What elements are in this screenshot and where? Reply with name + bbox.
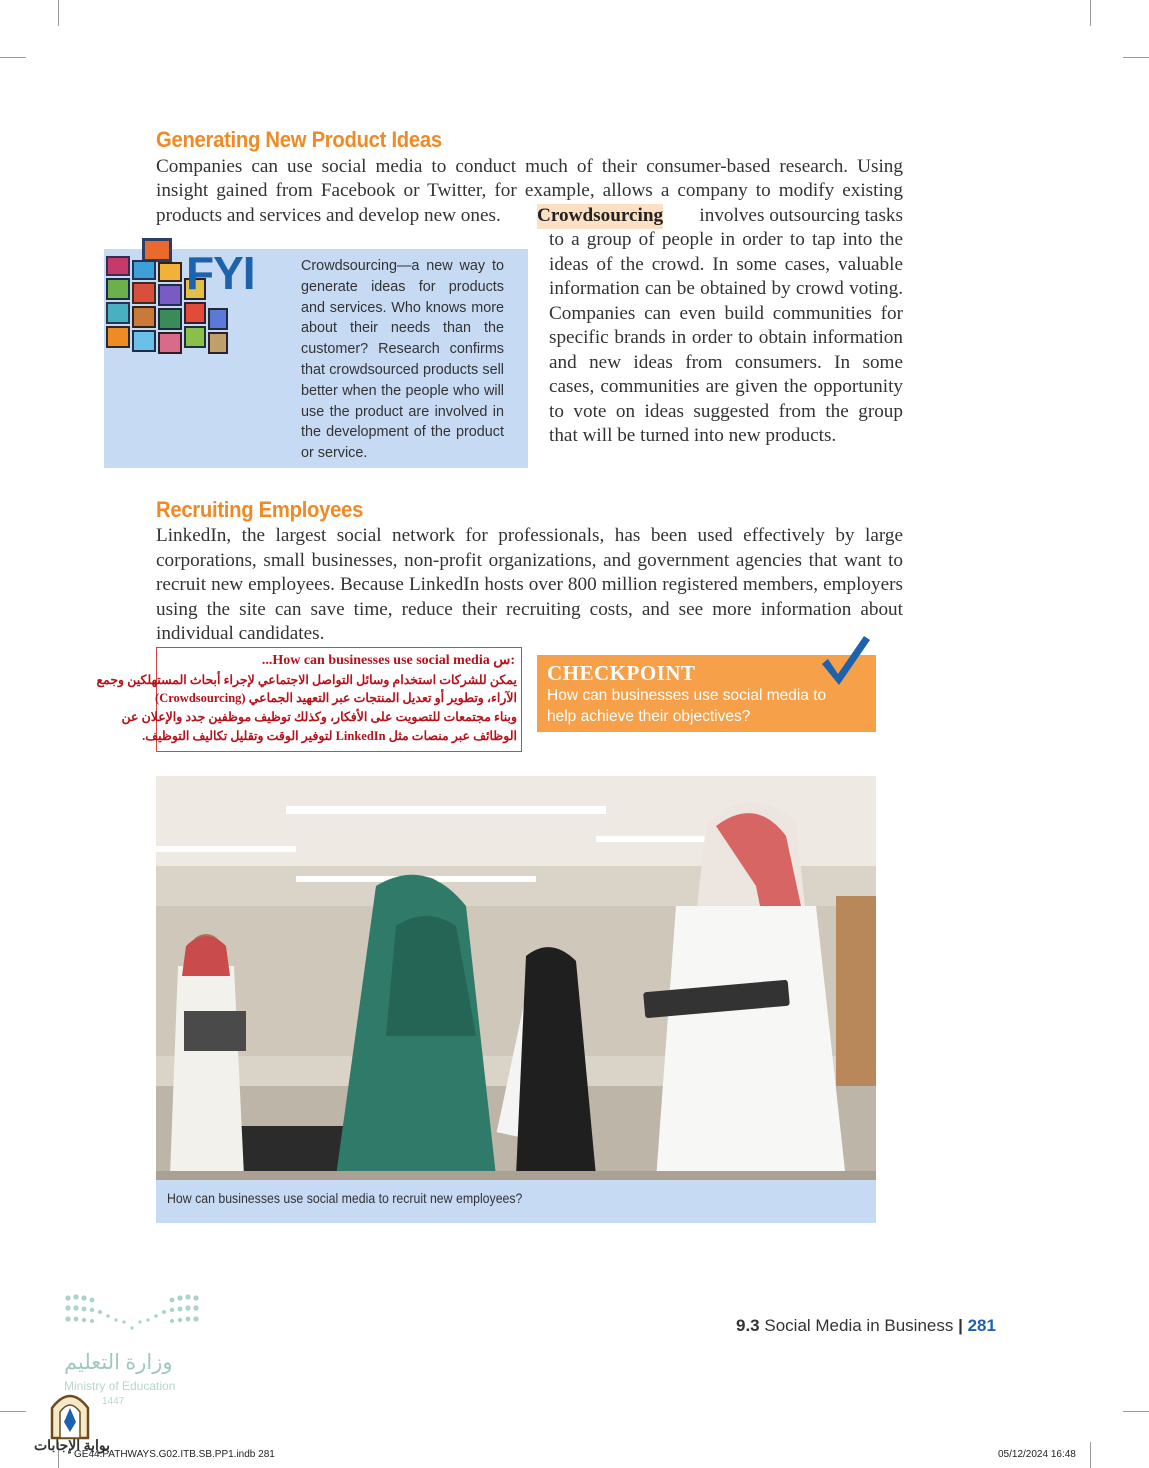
answer-line: الآراء، وتطوير أو تعديل المنتجات عبر التعهيد الجماعي (Crowdsourcing) xyxy=(155,691,517,705)
section-heading-recruiting: Recruiting Employees xyxy=(156,497,364,522)
answer-line: الوظائف عبر منصات مثل LinkedIn لتوفير الوقت وتقليل تكاليف التوظيف. xyxy=(142,729,517,743)
paragraph-segment: involves outsourcing tasks xyxy=(699,205,903,226)
recruiting-paragraph: LinkedIn, the largest social network for professionals, has been used effectively by large corporations, small businesses, non-profit organizations, and government agencies that want to recruit new employees. Because LinkedIn hosts over 800 million registered members, employers using the site can save time, reduce their recruiting costs, and see more information about individual candidates. xyxy=(156,525,903,644)
page-footer xyxy=(736,1316,996,1336)
paragraph-line: Companies can use social media to conduct much of their consumer-based research. Using xyxy=(156,156,903,177)
photo-caption: How can businesses use social media to recruit new employees? xyxy=(167,1190,523,1206)
office-scene-image xyxy=(156,776,876,1180)
photo-caption-bar xyxy=(156,1180,876,1223)
crowdsourcing-paragraph: to a group of people in order to tap into the ideas of the crowd. In some cases, valuable information can be obtained by crowd voting. Companies can even build communities for specific brands in order to obtain information and new ideas from consumers. In some cases, communities are given the opportunity to vote on ideas suggested from the group that will be turned into new products. xyxy=(549,229,903,446)
crop-mark xyxy=(0,1411,26,1412)
section-title: Social Media in Business xyxy=(764,1316,954,1335)
crop-mark xyxy=(0,57,26,58)
office-photo xyxy=(156,776,876,1180)
checkpoint-title: CHECKPOINT xyxy=(547,661,696,685)
crop-mark xyxy=(1123,1411,1149,1412)
page-number: 281 xyxy=(967,1316,996,1335)
answer-question-text: ...How can businesses use social media xyxy=(261,653,490,668)
answer-line: وبناء مجتمعات للتصويت على الأفكار، وكذلك توظيف موظفين جدد والإعلان عن xyxy=(121,710,517,724)
portal-watermark-text: بوابة الإجابات xyxy=(34,1439,111,1454)
slug-file-name: GE44.PATHWAYS.G02.ITB.SB.PP1.indb 281 xyxy=(74,1449,275,1460)
section-heading-product-ideas: Generating New Product Ideas xyxy=(156,127,442,152)
portal-logo-icon xyxy=(48,1388,92,1440)
answer-prefix: س: xyxy=(493,653,515,668)
answer-question xyxy=(262,652,515,669)
ministry-name-english: Ministry of Education xyxy=(64,1379,176,1393)
ministry-name-arabic: وزارة التعليم xyxy=(64,1350,173,1374)
answer-box xyxy=(96,647,522,752)
crop-mark xyxy=(58,0,59,26)
section-number: 9.3 xyxy=(736,1316,760,1335)
ministry-year: 1447 xyxy=(102,1396,125,1407)
answer-line: يمكن للشركات استخدام وسائل التواصل الاجتماعي لإجراء أبحاث المستهلكين وجمع xyxy=(96,673,517,687)
paragraph-line: insight gained from Facebook or Twitter, for example, allows a company to modify existing xyxy=(156,180,903,201)
ministry-logo-icon xyxy=(64,1292,200,1338)
paragraph-line xyxy=(156,204,903,229)
paragraph-segment: products and services and develop new ones. xyxy=(156,205,501,226)
crop-mark xyxy=(1090,1442,1091,1468)
crop-mark xyxy=(1090,0,1091,26)
slug-date: 05/12/2024 16:48 xyxy=(998,1449,1076,1460)
fyi-label: FYI xyxy=(186,247,255,299)
crop-mark xyxy=(1123,57,1149,58)
footer-separator: | xyxy=(958,1316,963,1335)
checkmark-icon xyxy=(818,632,872,688)
checkpoint-question: How can businesses use social media to help achieve their objectives? xyxy=(547,687,827,725)
fyi-text: Crowdsourcing—a new way to generate ideas for products and services. Who knows more about their needs than the customer? Research confirms that crowdsourced products sell better when the people who will use the product are involved in the development of the product or service. xyxy=(301,258,504,462)
highlighted-term-crowdsourcing: Crowdsourcing xyxy=(537,204,663,229)
